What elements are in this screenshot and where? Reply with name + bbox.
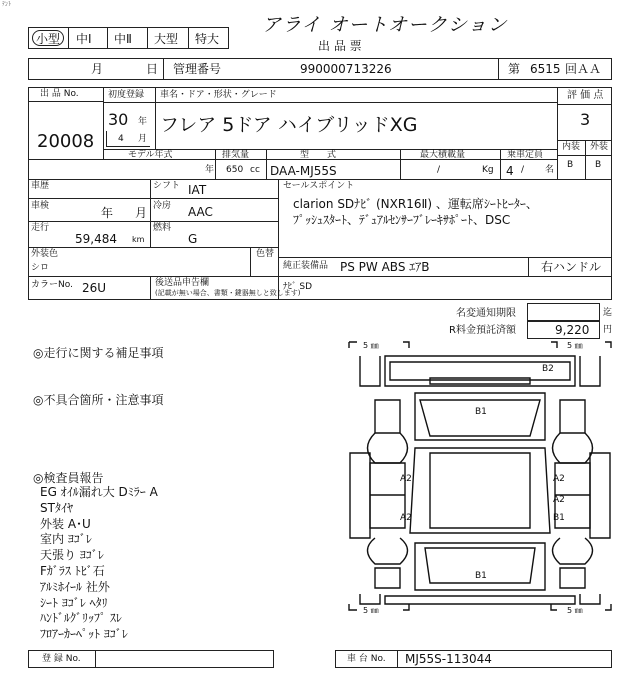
mark-front-bumper: B2 [542,364,554,374]
tread-rear-right: 5 ㎜ [567,606,583,613]
tread-rear-left: 5 ㎜ [363,606,379,613]
inspector-report-line: ｱﾙﾐﾎｲｰﾙ 社外 [40,579,110,594]
first-reg-month-unit: 月 [138,134,148,144]
lot-prefix: 第 [508,62,521,76]
docs-note: (記載が無い場合、書類・鍵器無しと致します) [155,289,301,297]
sales-point-label: セールスポイント [283,181,355,191]
tread-front-left: 5 ㎜ [363,341,379,350]
first-reg-month: 4 [118,134,124,144]
rear-bumper [385,596,575,604]
mgmt-label: 管理番号 [173,62,222,76]
lot-label: 出 品 No. [40,89,79,99]
inspector-report-line: STﾀｲﾔ [40,500,73,515]
capacity-label: 乗車定員 [507,150,544,160]
color-no-label: カラーNo. [31,280,73,290]
name-change-unit: 迄 [603,308,613,318]
corner-mark: ﾃﾝﾄ [2,1,12,8]
inspection-month: 月 [135,206,148,220]
inspection-label: 車検 [31,201,50,211]
lot-suffix: 回ＡＡ [565,62,602,76]
mark-trunk: B1 [475,571,487,581]
front-right-fender [560,400,585,433]
inspector-report-line: ｼｰﾄ ﾖｺﾞﾚ ﾍﾀﾘ [40,595,108,610]
capacity-unit: 名 [545,165,555,175]
inspector-report-line: Fｶﾞﾗｽ ﾄﾋﾞ石 [40,564,105,578]
mileage-value: 59,484 [75,232,117,246]
size-option-small: 小型 [36,32,61,46]
roof [410,448,550,533]
steering-side: 右ハンドル [541,260,602,274]
front-left-fender [375,400,400,433]
shift-value: IAT [188,183,207,197]
tread-corner-marks [349,342,611,610]
driving-notes-heading: ◎走行に関する補足事項 [33,346,164,360]
displacement-unit: cc [250,165,260,175]
inspector-report-line: 天張り ﾖｺﾞﾚ [40,548,104,563]
displacement-value: 650 [226,165,244,175]
mark-left-rear-door: A2 [400,513,412,523]
fuel-label: 燃料 [153,223,172,233]
capacity-value: 4 [506,164,514,178]
mgmt-number: 990000713226 [300,62,392,76]
max-load-sep: / [437,165,441,175]
shift-label: シフト [153,181,181,191]
size-option-xlarge: 特大 [195,32,220,46]
exterior-label: 外装 [590,142,609,152]
equipment-line2: ﾅﾋﾞ SD [283,282,313,292]
capacity-sep: / [521,165,525,175]
mark-hood: B1 [475,407,487,417]
first-reg-label: 初度登録 [108,90,145,100]
score-value: 3 [580,110,591,129]
lot-round-number: 6515 [530,62,561,76]
inspector-report-line: ﾊﾝﾄﾞﾙｸﾞﾘｯﾌﾟ ｽﾚ [40,611,122,626]
equipment-value: PS PW ABS ｴｱB [340,260,430,274]
recycle-unit: 円 [603,325,613,335]
day-label: 日 [146,62,159,76]
inspector-report-heading: ◎検査員報告 [33,471,104,485]
color-change-label: 色替 [256,249,275,259]
chassis-number: MJ55S-113044 [405,652,492,666]
interior-score: B [567,160,574,170]
sales-point-line2: ﾌﾟｯｼｭｽﾀｰﾄ、ﾃﾞｭｱﾙｾﾝｻｰﾌﾞﾚｰｷｻﾎﾟｰﾄ、DSC [293,213,511,227]
mark-right-rear-door-b: B1 [553,513,565,523]
exterior-score: B [595,160,602,170]
lot-number: 20008 [37,131,95,152]
ac-label: 冷房 [153,201,172,211]
model-code: DAA-MJ55S [270,164,337,178]
auction-name: アライ オートオークション [262,14,508,36]
recycle-label: R料金預託済額 [449,325,516,336]
first-reg-year: 30 [108,110,129,129]
model-year-unit: 年 [205,165,215,175]
paint-value: シロ [31,263,50,273]
car-desc-label: 車名・ドア・形状・グレード [160,90,277,100]
mileage-label: 走行 [31,223,50,233]
car-description: フレア 5ドア ハイブリッドXG [160,114,418,136]
sales-point-line1: clarion SDﾅﾋﾞ (NXR16Ⅱ) 、運転席ｼｰﾄﾋｰﾀｰ、 [293,197,538,211]
mark-right-rear-door-a: A2 [553,495,565,505]
inspection-year: 年 [101,206,114,220]
mark-right-front-door: A2 [553,474,565,484]
size-option-mid2: 中Ⅱ [114,32,132,46]
score-label: 評 価 点 [567,90,604,101]
month-label: 月 [91,62,104,76]
tread-front-right: 5 ㎜ [567,341,583,350]
max-load-label: 最大積載量 [420,150,466,160]
model-year-label: モデル年式 [128,150,173,160]
registration-label: 登 録 No. [42,654,81,664]
ac-value: AAC [188,205,213,219]
document-title: 出 品 票 [318,39,362,53]
chassis-label: 車 台 No. [347,654,386,664]
first-reg-year-unit: 年 [138,117,148,127]
size-option-mid1: 中Ⅰ [76,32,92,46]
inspector-report-line: 室内 ﾖｺﾞﾚ [40,532,92,547]
name-change-label: 名変通知期限 [456,308,516,319]
interior-label: 内装 [562,142,581,152]
car-damage-diagram [345,338,615,613]
mark-left-front-door: A2 [400,474,412,484]
displacement-label: 排気量 [222,150,250,160]
size-option-large: 大型 [154,32,179,46]
paint-label: 外装色 [31,249,59,259]
defects-heading: ◎不具合箇所・注意事項 [33,393,164,407]
equipment-label: 純正装備品 [283,261,329,271]
name-change-box [527,303,600,321]
inspector-report-line: 外装 A･U [40,516,91,531]
history-label: 車歴 [31,181,50,191]
recycle-value: 9,220 [555,323,590,337]
fuel-value: G [188,232,198,246]
inspector-report-line: ﾌﾛｱｰｶｰﾍﾟｯﾄ ﾖｺﾞﾚ [40,627,128,642]
max-load-unit: Kg [482,165,494,175]
docs-label: 後送品申告欄 [155,278,210,288]
model-label: 型 式 [300,150,337,160]
mileage-unit: km [132,235,145,244]
color-no-value: 26U [82,281,107,295]
inspector-report-line: EG ｵｲﾙ漏れ大 Dﾐﾗｰ A [40,485,158,499]
